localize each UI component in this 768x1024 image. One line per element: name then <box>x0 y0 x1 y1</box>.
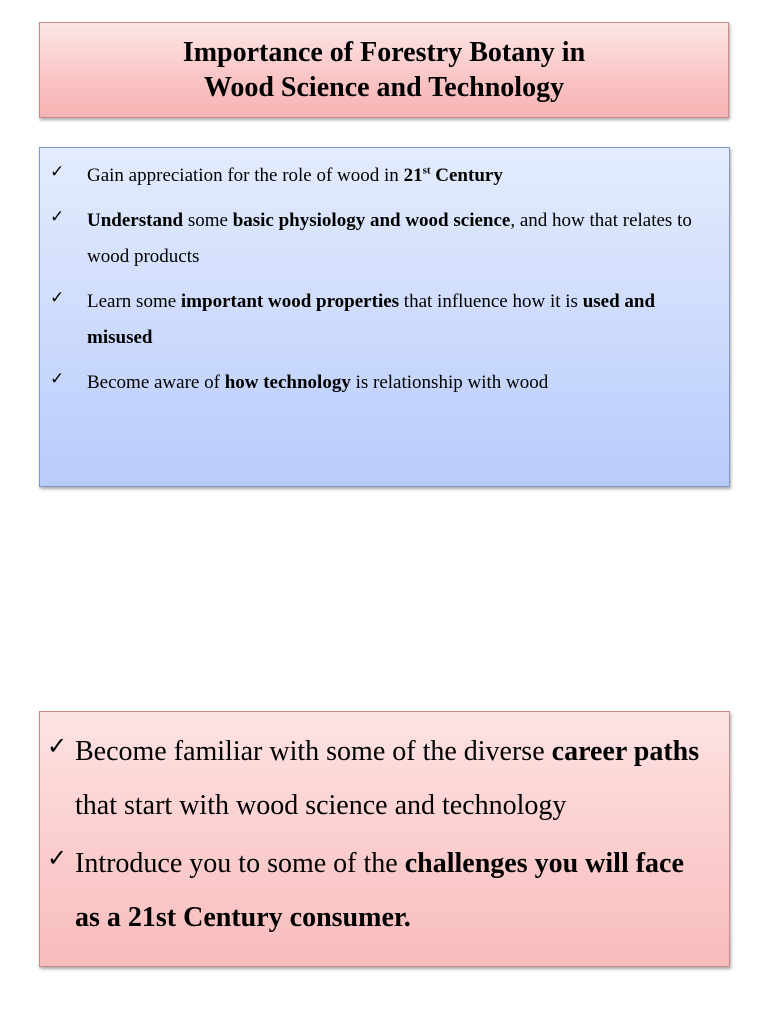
goal-text: that start with wood science and technology <box>75 790 567 821</box>
checkmark-icon: ✓ <box>50 369 65 389</box>
objective-emphasis: 21 <box>403 165 423 186</box>
objective-emphasis: how technology <box>224 372 351 393</box>
goal-emphasis: challenges you will face as a 21st Century consumer. <box>75 848 684 933</box>
goal-text: Become familiar with some of the diverse <box>75 736 552 767</box>
objective-text: Gain appreciation for the role of wood in <box>87 165 404 186</box>
page-title <box>183 35 585 105</box>
goals-list <box>40 725 729 949</box>
title-line-1: Importance of Forestry Botany in <box>182 37 586 68</box>
objective-emphasis: important wood properties <box>180 291 400 312</box>
objective-superscript: st <box>422 164 431 177</box>
objective-item <box>40 365 729 401</box>
objective-emphasis: basic physiology and wood science <box>232 210 511 231</box>
objective-emphasis: used and misused <box>87 291 656 348</box>
objective-item <box>40 158 729 194</box>
goal-emphasis: career paths <box>551 736 700 767</box>
goal-item <box>40 725 729 833</box>
objective-item <box>40 284 729 356</box>
goal-item <box>40 837 729 945</box>
goal-text: Introduce you to some of the <box>75 848 405 879</box>
objective-emphasis: Century <box>430 165 503 186</box>
objective-text: some <box>183 210 233 231</box>
objectives-box <box>39 147 730 487</box>
objective-text: Learn some <box>87 291 181 312</box>
objective-item <box>40 203 729 275</box>
objective-emphasis: Understand <box>87 210 184 231</box>
title-line-2: Wood Science and Technology <box>203 72 565 103</box>
goals-box <box>39 711 730 967</box>
title-box <box>39 22 729 118</box>
objective-text: is relationship with wood <box>350 372 549 393</box>
objectives-list <box>40 158 729 410</box>
checkmark-icon: ✓ <box>47 844 68 872</box>
checkmark-icon: ✓ <box>47 732 68 760</box>
objective-text: that influence how it is <box>399 291 583 312</box>
checkmark-icon: ✓ <box>50 162 65 182</box>
checkmark-icon: ✓ <box>50 207 65 227</box>
objective-text: Become aware of <box>87 372 225 393</box>
checkmark-icon: ✓ <box>50 288 65 308</box>
objective-text: , and how that relates to wood products <box>87 210 692 267</box>
